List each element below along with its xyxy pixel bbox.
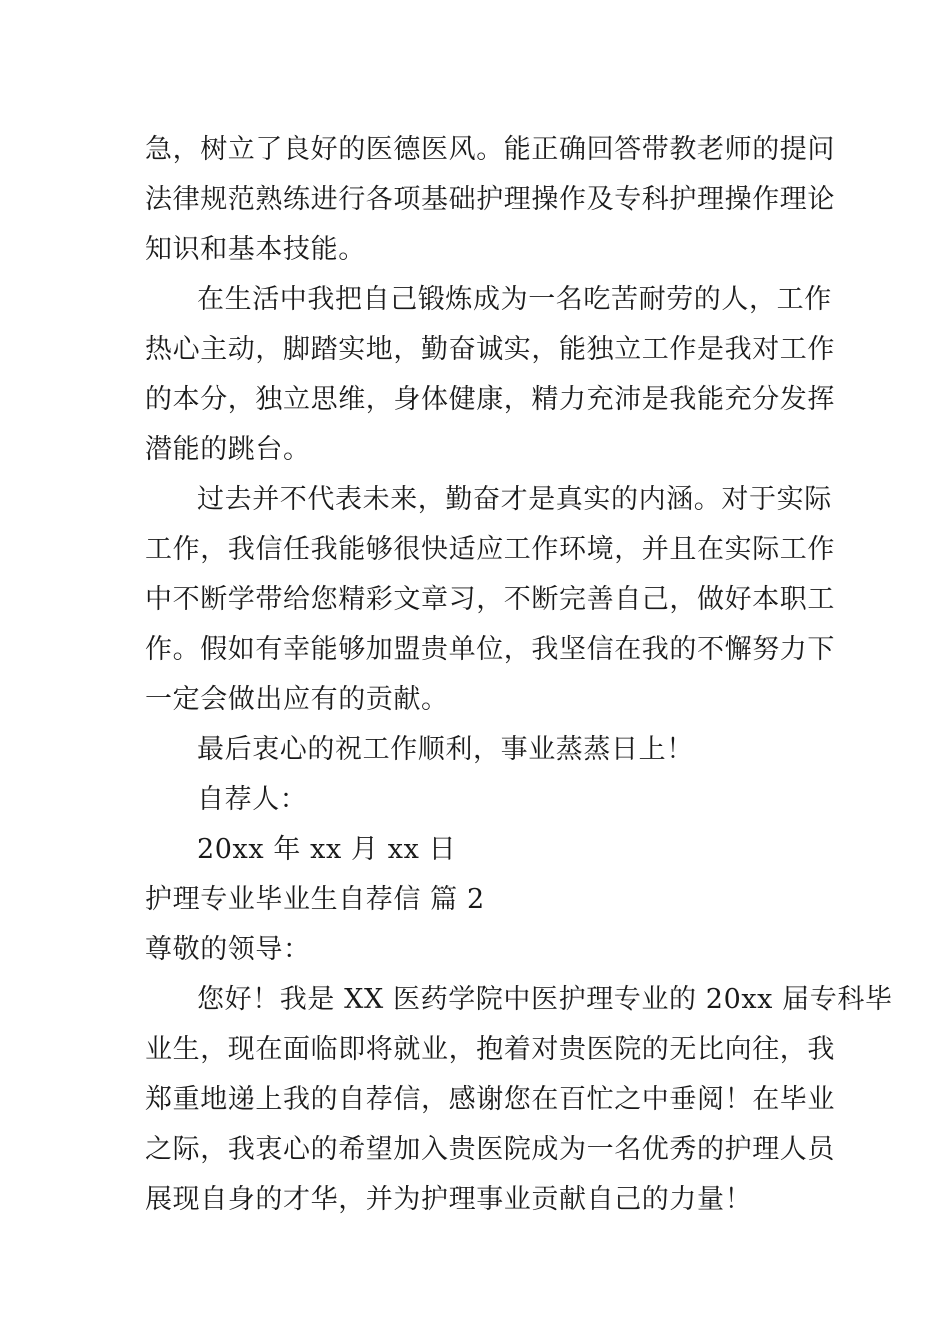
text-line: 法律规范熟练进行各项基础护理操作及专科护理操作理论 — [145, 184, 835, 215]
text-line: 展现自身的才华，并为护理事业贡献自己的力量！ — [145, 1184, 753, 1215]
section-title: 护理专业毕业生自荐信 篇 2 — [145, 884, 485, 915]
text-line: 急，树立了良好的医德医风。能正确回答带教老师的提问 — [145, 134, 835, 165]
text-line: 工作，我信任我能够很快适应工作环境，并且在实际工作 — [145, 534, 835, 565]
text-line: 的本分，独立思维，身体健康，精力充沛是我能充分发挥 — [145, 384, 835, 415]
date-line: 20xx 年 xx 月 xx 日 — [197, 834, 457, 865]
signature-label: 自荐人： — [197, 784, 308, 815]
text-line: 之际，我衷心的希望加入贵医院成为一名优秀的护理人员 — [145, 1134, 835, 1165]
text-line: 郑重地递上我的自荐信，感谢您在百忙之中垂阅！在毕业 — [145, 1084, 835, 1115]
text-line: 知识和基本技能。 — [145, 234, 366, 265]
closing-wish: 最后衷心的祝工作顺利，事业蒸蒸日上！ — [197, 734, 694, 765]
text-line: 潜能的跳台。 — [145, 434, 311, 465]
text-line: 一定会做出应有的贡献。 — [145, 684, 449, 715]
text-line: 热心主动，脚踏实地，勤奋诚实，能独立工作是我对工作 — [145, 334, 835, 365]
text-line: 作。假如有幸能够加盟贵单位，我坚信在我的不懈努力下 — [145, 634, 835, 665]
paragraph-start: 在生活中我把自己锻炼成为一名吃苦耐劳的人，工作 — [197, 284, 832, 315]
salutation: 尊敬的领导： — [145, 934, 311, 965]
paragraph-start: 您好！我是 XX 医药学院中医护理专业的 20xx 届专科毕 — [197, 984, 893, 1015]
text-line: 业生，现在面临即将就业，抱着对贵医院的无比向往，我 — [145, 1034, 835, 1065]
paragraph-start: 过去并不代表未来，勤奋才是真实的内涵。对于实际 — [197, 484, 832, 515]
text-line: 中不断学带给您精彩文章习，不断完善自己，做好本职工 — [145, 584, 835, 615]
